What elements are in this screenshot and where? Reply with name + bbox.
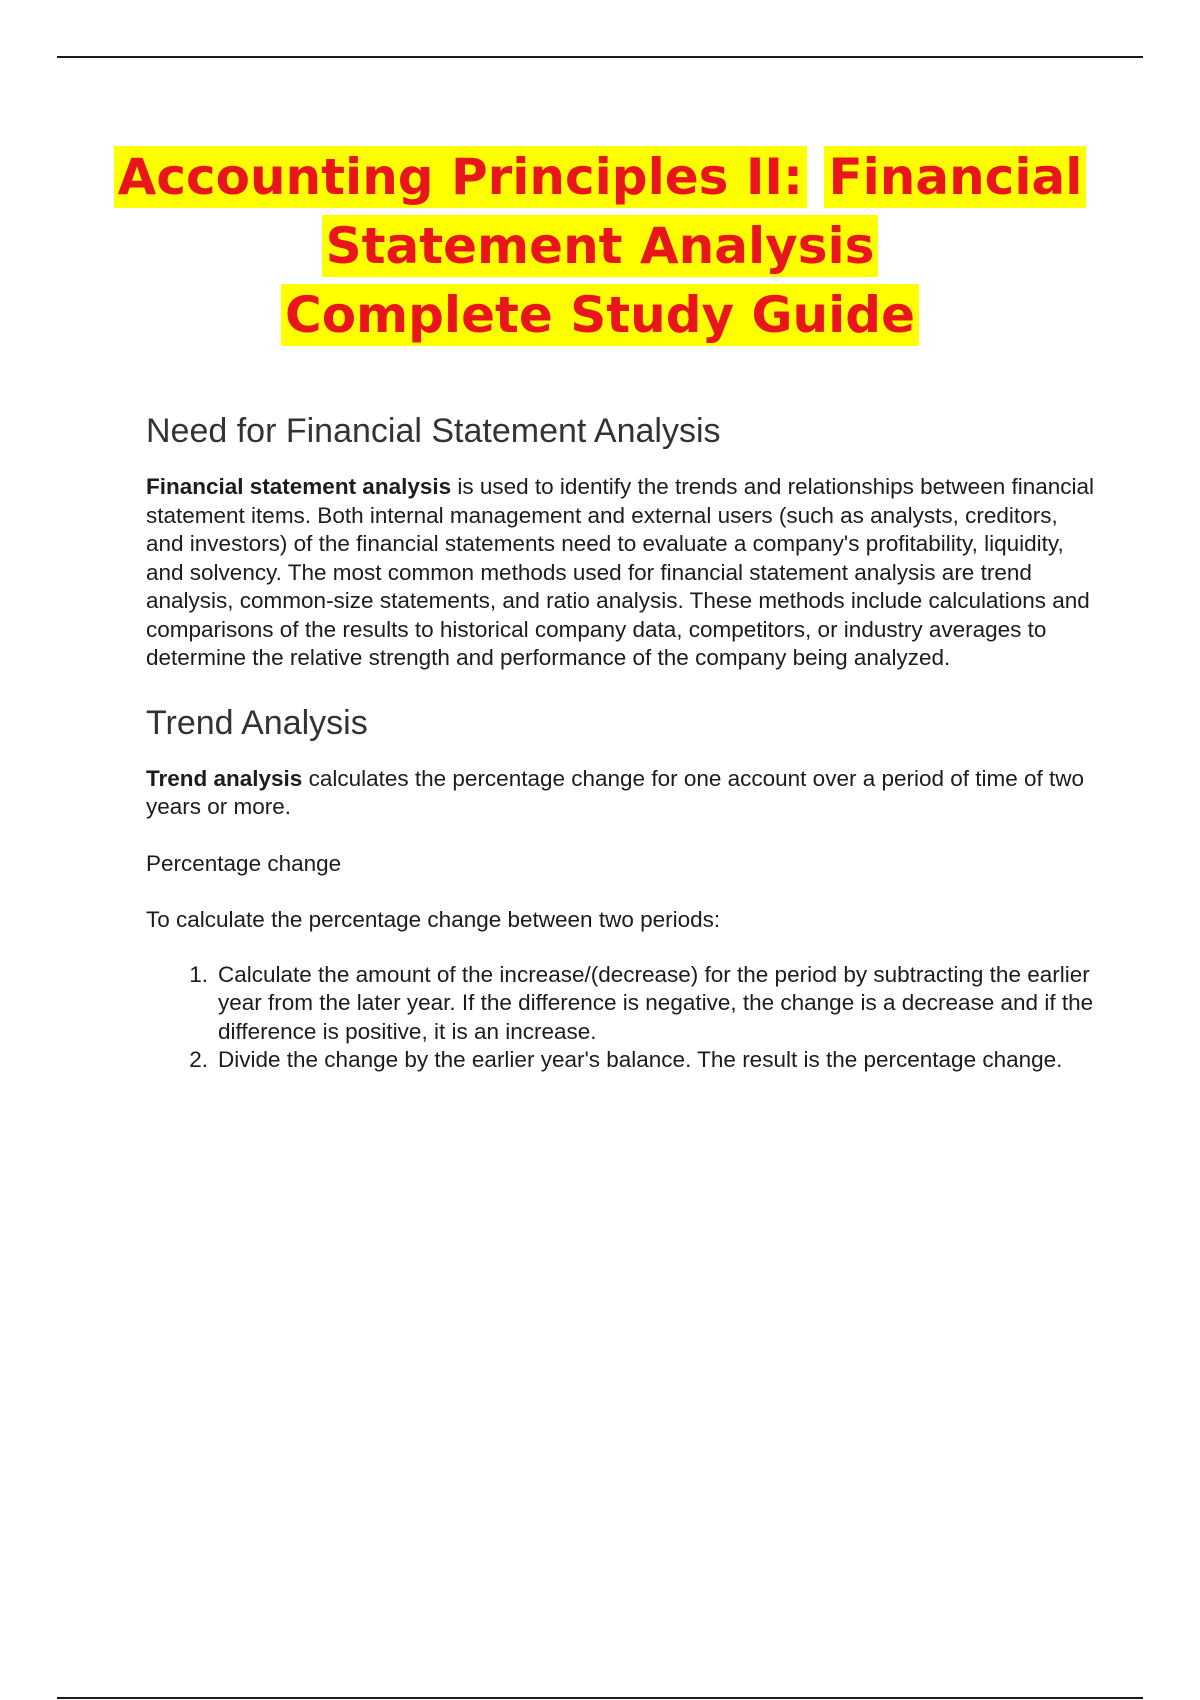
steps-list (146, 961, 1096, 1075)
step-number: 2. (189, 1047, 208, 1072)
list-item (146, 1046, 1096, 1075)
title-line-1-part-2: Financial (824, 146, 1086, 208)
page-top-rule (57, 56, 1143, 58)
title-line-1-part-1: Accounting Principles II: (114, 146, 807, 208)
title-line-1 (0, 143, 1200, 212)
section-paragraph-trend (146, 765, 1096, 822)
section-heading-trend: Trend Analysis (146, 703, 368, 742)
document-title (0, 143, 1200, 350)
step-text: Calculate the amount of the increase/(decrease) for the period by subtracting the earlier year from the later year. If the difference is negative, the change is a decrease and if the difference is positive, it is an increase. (218, 961, 1094, 1044)
title-line-3-text: Complete Study Guide (281, 284, 919, 346)
steps-intro: To calculate the percentage change between two periods: (146, 907, 721, 932)
title-line-2-text: Statement Analysis (322, 215, 879, 277)
step-number: 1. (189, 961, 208, 987)
title-line-2 (0, 212, 1200, 281)
section-paragraph-need (146, 473, 1096, 673)
list-item (146, 961, 1096, 1047)
page-bottom-rule (57, 1697, 1143, 1699)
step-text: Divide the change by the earlier year's balance. The result is the percentage change. (218, 1047, 1063, 1072)
subheading-percentage-change: Percentage change (146, 850, 342, 876)
title-line-3 (0, 281, 1200, 350)
paragraph-need-body: is used to identify the trends and relationships between financial statement items. Both internal management and external users (such as analysts, creditors, and investors) of the financial statements need to evaluate a company's profitability, liquidity, and solvency. The most common methods used for financial statement analysis are trend analysis, common-size statements, and ratio analysis. These methods include calculations and comparisons of the results to historical company data, competitors, or industry averages to determine the relative strength and performance of the company being analyzed. (146, 474, 1095, 670)
term-trend-analysis: Trend analysis (146, 765, 303, 791)
paragraph-trend-body: calculates the percentage change for one account over a period of time of two years or more. (146, 765, 1085, 819)
document-body (146, 405, 1096, 1075)
term-financial-statement-analysis: Financial statement analysis (146, 474, 452, 499)
section-heading-need: Need for Financial Statement Analysis (146, 412, 721, 450)
